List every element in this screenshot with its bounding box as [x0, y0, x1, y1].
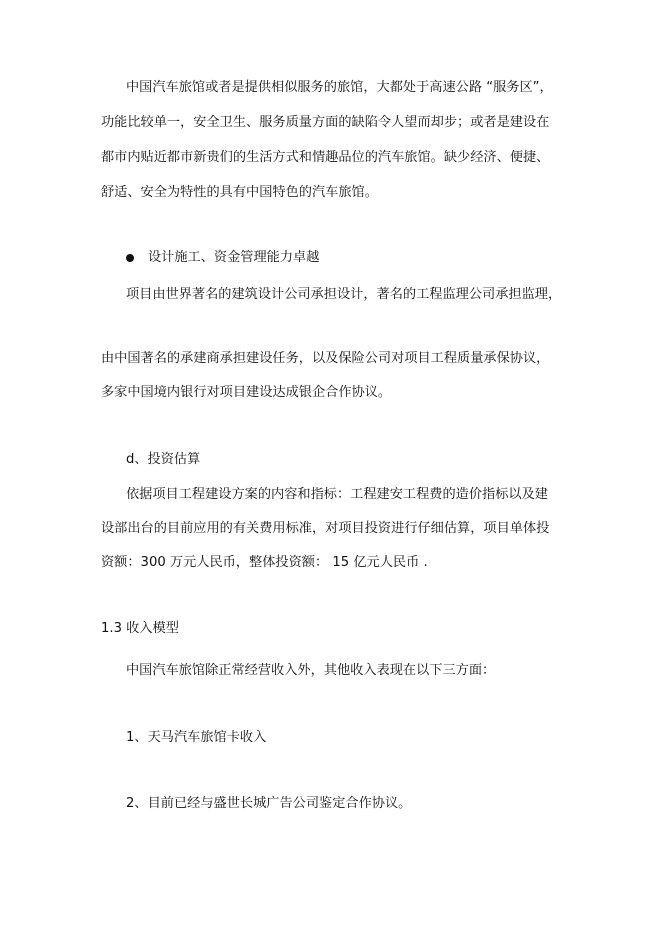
- section-d-line2: 设部出台的目前应用的有关费用标准，对项目投资进行仔细估算，项目单体投: [101, 521, 550, 536]
- section-c-line3: 多家中国境内银行对项目建设达成银企合作协议。: [101, 385, 392, 400]
- bullet-icon: [126, 254, 134, 262]
- section-13-heading: 1.3 收入模型: [101, 621, 179, 636]
- section-13-item2: 2、目前已经与盛世长城广告公司鉴定合作协议。: [126, 796, 412, 811]
- section-c-heading: 设计施工、资金管理能力卓越: [148, 250, 320, 265]
- section-13-item1: 1、天马汽车旅馆卡收入: [126, 730, 267, 745]
- section-c-line1: 项目由世界著名的建筑设计公司承担设计，著名的工程监理公司承担监理，: [126, 287, 562, 302]
- section-c-line2: 由中国著名的承建商承担建设任务，以及保险公司对项目工程质量承保协议，: [101, 351, 550, 366]
- para1-line4: 舒适、安全为特性的具有中国特色的汽车旅馆。: [101, 185, 378, 200]
- section-13-intro: 中国汽车旅馆除正常经营收入外，其他收入表现在以下三方面：: [126, 663, 496, 678]
- section-d-heading: d、投资估算: [126, 452, 201, 467]
- para1-line3: 都市内贴近都市新贵们的生活方式和情趣品位的汽车旅馆。缺少经济、便捷、: [101, 150, 550, 165]
- para1-line1: 中国汽车旅馆或者是提供相似服务的旅馆，大都处于高速公路 “服务区”，: [126, 80, 553, 95]
- section-d-line1: 依据项目工程建设方案的内容和指标：工程建安工程费的造价指标以及建: [126, 487, 548, 502]
- section-d-line3: 资额：300 万元人民币，整体投资额： 15 亿元人民币 .: [101, 555, 428, 570]
- para1-line2: 功能比较单一，安全卫生、服务质量方面的缺陷令人望而却步；或者是建设在: [101, 115, 550, 130]
